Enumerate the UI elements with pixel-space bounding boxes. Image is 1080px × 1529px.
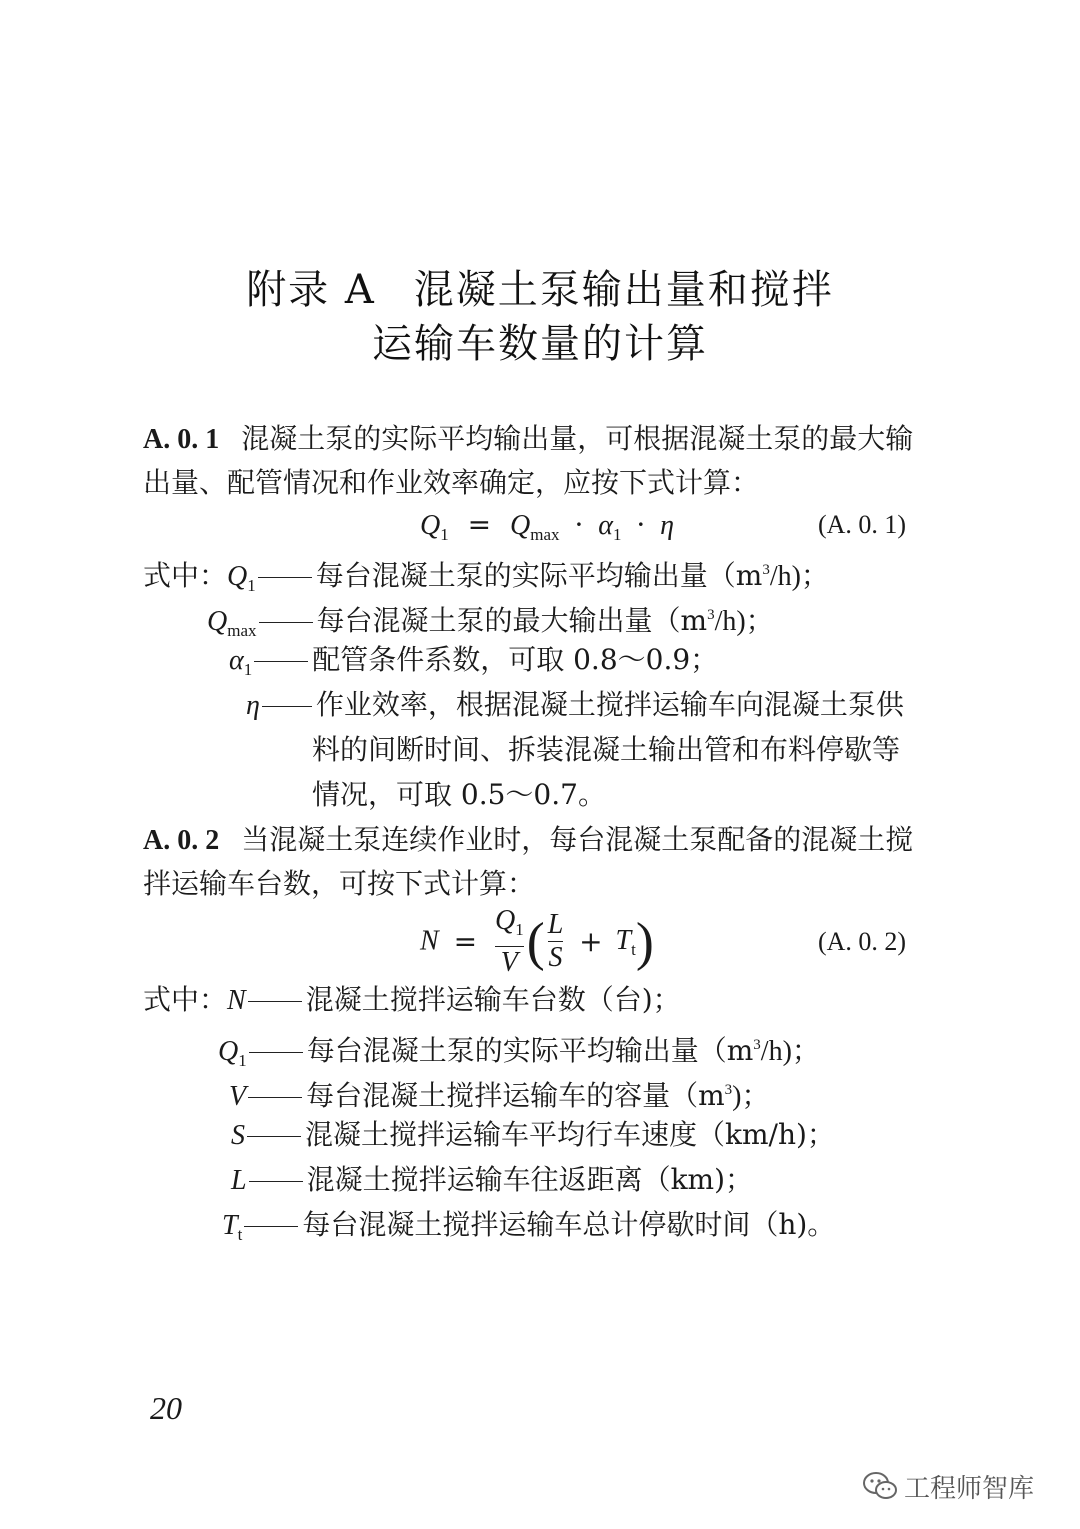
def-superscript: 3 <box>762 562 770 578</box>
def-symbol: α <box>229 645 244 676</box>
def-text: 作业效率，根据混凝土搅拌运输车向混凝土泵供 <box>315 688 904 721</box>
right-paren: ) <box>635 911 654 972</box>
def-symbol: L <box>231 1165 247 1196</box>
definition-row <box>246 685 904 726</box>
formula-operator: + <box>579 925 603 958</box>
def-subscript: 1 <box>243 660 253 679</box>
formula-symbol: N <box>420 925 439 957</box>
appendix-title-line2: 运输车数量的计算 <box>372 321 708 367</box>
definition-row <box>143 980 681 1021</box>
left-paren: ( <box>526 911 545 972</box>
section-number: A. 0. 1 <box>143 424 220 455</box>
section-a01-intro-cont: 出量、配管情况和作业效率确定，应按下式计算： <box>143 466 760 499</box>
def-text: 混凝土搅拌运输车台数（台)； <box>305 983 681 1016</box>
em-dash <box>258 577 312 578</box>
def-symbol: Q <box>207 606 228 637</box>
em-dash <box>249 1052 303 1053</box>
definition-continuation: 料的间断时间、拆装混凝土输出管和布料停歇等 <box>312 733 901 766</box>
page-number: 20 <box>150 1390 182 1426</box>
em-dash <box>248 1097 302 1098</box>
def-unit: /h)； <box>760 1036 820 1067</box>
def-subscript: max <box>227 621 257 640</box>
fraction-l-over-s <box>548 910 564 973</box>
fraction-numerator: Q <box>494 905 516 936</box>
def-text: 配管条件系数，可取 0.8～0.9； <box>312 643 719 676</box>
equation-number: (A. 0. 2) <box>818 927 907 956</box>
formula-symbol: Q <box>510 510 531 541</box>
em-dash <box>248 1001 302 1002</box>
fraction-q-over-v <box>495 905 524 978</box>
def-text: 每台混凝土泵的实际平均输出量（m <box>315 559 763 592</box>
def-text: 混凝土搅拌运输车平均行车速度（km/h)； <box>305 1118 835 1151</box>
def-symbol: S <box>231 1120 245 1151</box>
def-symbol: η <box>246 690 260 721</box>
formula-subscript: 1 <box>440 525 449 544</box>
def-subscript: 1 <box>247 576 256 595</box>
def-subscript: 1 <box>238 1051 247 1070</box>
section-text: 混凝土泵的实际平均输出量，可根据混凝土泵的最大输 <box>241 422 914 455</box>
def-symbol: T <box>222 1210 238 1241</box>
formula-a02 <box>420 905 654 978</box>
em-dash <box>259 622 313 623</box>
formula-subscript: t <box>631 940 636 959</box>
def-superscript: 3 <box>724 1082 733 1098</box>
equation-number: (A. 0. 1) <box>818 510 907 539</box>
wechat-icon <box>862 1471 898 1508</box>
formula-symbol: η <box>660 510 675 541</box>
fraction-numerator: L <box>547 909 564 940</box>
formula-operator: · <box>574 508 584 541</box>
def-text: 每台混凝土搅拌运输车的容量（m <box>306 1079 725 1112</box>
def-symbol: V <box>229 1081 247 1112</box>
title-text-1: 混凝土泵输出量和搅拌 <box>413 267 834 313</box>
def-text: 混凝土搅拌运输车往返距离（km)； <box>306 1163 754 1196</box>
where-label: 式中： <box>143 559 228 592</box>
definition-row <box>231 1115 835 1156</box>
appendix-label: 附录 A <box>246 267 376 313</box>
em-dash <box>249 1181 303 1182</box>
em-dash <box>262 706 312 707</box>
formula-subscript: 1 <box>612 525 622 544</box>
fraction-denominator: S <box>548 942 563 973</box>
def-symbol: Q <box>218 1036 239 1067</box>
formula-subscript: max <box>530 525 560 544</box>
formula-subscript: 1 <box>515 920 524 939</box>
definition-row <box>231 1160 753 1201</box>
formula-symbol: Q <box>420 510 441 541</box>
watermark-text: 工程师智库 <box>904 1474 1035 1504</box>
definition-row <box>222 1205 835 1255</box>
section-a02-intro <box>143 820 913 861</box>
def-unit: /h)； <box>769 561 829 592</box>
definition-continuation: 情况，可取 0.5～0.7。 <box>312 778 606 811</box>
section-a01-intro <box>143 419 913 460</box>
formula-a01 <box>420 505 674 555</box>
em-dash <box>244 1226 298 1227</box>
def-symbol: Q <box>227 561 248 592</box>
em-dash <box>254 661 308 662</box>
definition-row <box>229 1070 770 1117</box>
em-dash <box>247 1136 301 1137</box>
formula-symbol: T <box>615 925 632 956</box>
def-superscript: 3 <box>753 1037 761 1053</box>
fraction-denominator: V <box>500 947 518 978</box>
def-subscript: t <box>237 1225 243 1244</box>
formula-operator: · <box>636 508 646 541</box>
definition-row <box>229 640 718 690</box>
formula-symbol: α <box>598 510 613 541</box>
section-number: A. 0. 2 <box>143 825 220 856</box>
watermark <box>862 1468 1034 1508</box>
def-superscript: 3 <box>707 607 715 623</box>
def-symbol: N <box>227 985 246 1016</box>
appendix-title-line1 <box>0 258 1080 315</box>
section-a02-intro-cont: 拌运输车台数，可按下式计算： <box>143 867 536 900</box>
def-text: 每台混凝土泵的实际平均输出量（m <box>306 1034 754 1067</box>
def-unit: )； <box>732 1081 770 1112</box>
section-text: 当混凝土泵连续作业时，每台混凝土泵配备的混凝土搅 <box>241 823 914 856</box>
def-text: 每台混凝土搅拌运输车总计停歇时间（h)。 <box>302 1208 836 1241</box>
formula-operator: = <box>453 925 478 958</box>
def-text: 每台混凝土泵的最大输出量（m <box>316 604 708 637</box>
formula-operator: = <box>467 508 492 541</box>
def-unit: /h)； <box>714 606 774 637</box>
where-label: 式中： <box>143 983 228 1016</box>
